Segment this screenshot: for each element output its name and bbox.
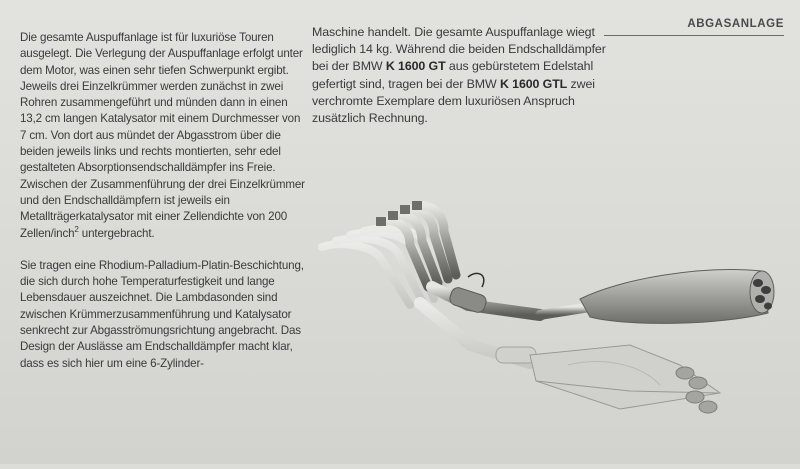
left-paragraph-1-text: Die gesamte Auspuffanlage ist für luxuriöse Touren ausgelegt. Die Verlegung der Auspuffanlage erfolgt unter dem Motor, was einen sehr tiefen Schwerpunkt ergibt. Jeweils drei Einzelkrümmer werden zunächst in zwei Rohren zusammengeführt und münden dann in einen 13,2 cm langen Katalysator mit einem Durchmesser von 7 cm. Von dort aus mündet der Abgasstrom über die beiden jeweils links und rechts montierten, sehr edel gestalteten Absorptionsendschalldämpfer ins Freie. Zwischen der Zusammenführung der drei Einzelkrümmer und den Endschalldämpfern ist jeweils ein Metallträgerkatalysator mit einer Zellendichte von 200 Zellen/inch xyxy=(20,31,305,240)
superscript-2: 2 xyxy=(74,224,79,234)
model-k1600gt: K 1600 GT xyxy=(385,59,446,74)
exhaust-system-illustration xyxy=(300,195,800,464)
left-text-column xyxy=(20,30,305,388)
middle-text-column xyxy=(312,24,612,127)
middle-text-b: aus gebürstetem Edelstahl gefertigt sind, tragen bei der BMW xyxy=(312,59,594,91)
model-k1600gtl: K 1600 GTL xyxy=(499,76,568,91)
middle-text-a: Maschine handelt. Die gesamte Auspuffanlage wiegt lediglich 14 kg. Während die beiden Endschalldämpfer bei der BMW xyxy=(312,25,606,74)
section-label: ABGASANLAGE xyxy=(687,18,784,30)
middle-text-c: zwei verchromte Exemplare dem luxuriösen Anspruch zusätzlich Rechnung. xyxy=(312,76,595,126)
front-muffler xyxy=(580,270,774,324)
left-paragraph-2: Sie tragen eine Rhodium-Palladium-Platin-Beschichtung, die sich durch hohe Temperaturfestigkeit und lange Lebensdauer auszeichnet. Die Lambdasonden sind zwischen Krümmerzusammenführung und Katalysator senkrecht zur Abgasströmungsrichtung angebracht. Das Design der Auslässe am Endschalldämpfer macht klar, dass es sich hier um eine 6-Zylinder- xyxy=(20,258,304,370)
exhaust-svg xyxy=(300,195,800,464)
middle-paragraph xyxy=(312,24,612,127)
left-paragraph-1 xyxy=(20,30,305,242)
left-paragraph-1-end: untergebracht. xyxy=(78,226,155,240)
section-heading xyxy=(604,14,784,36)
